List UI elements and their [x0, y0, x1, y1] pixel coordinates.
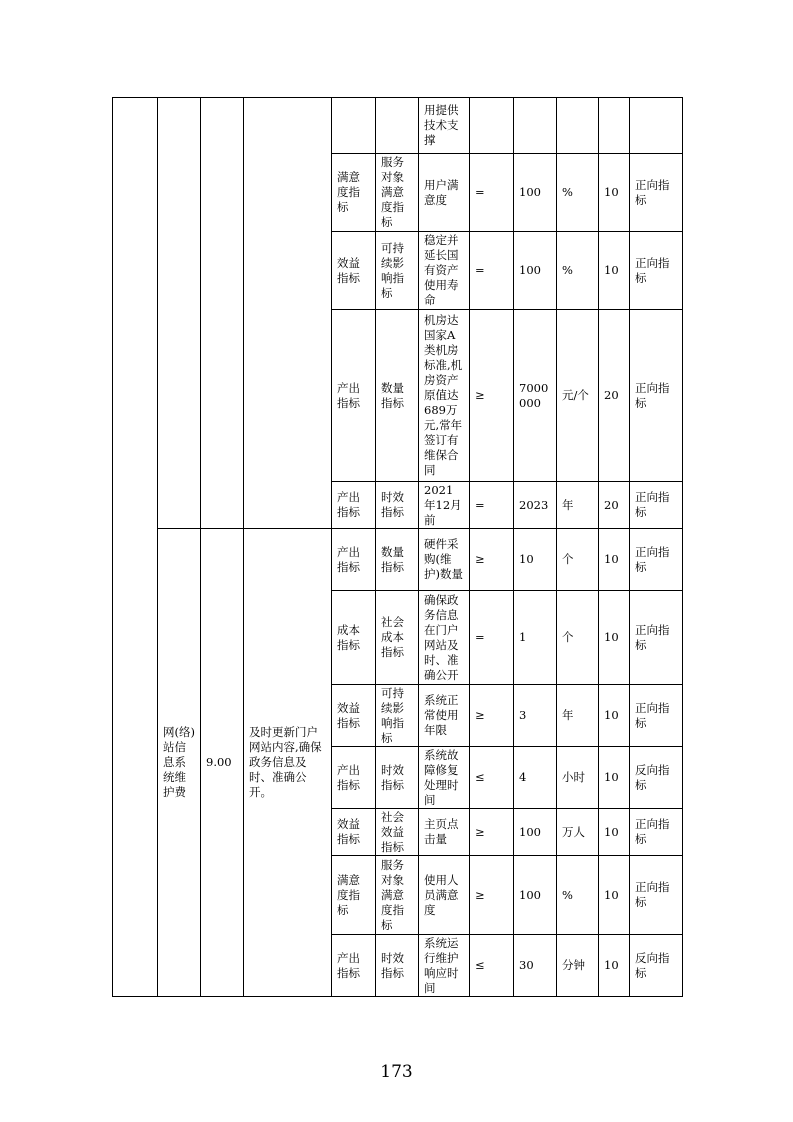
indicator-operator: =	[470, 154, 514, 232]
indicator-weight: 20	[599, 310, 630, 482]
indicator-direction: 正向指标	[630, 809, 683, 856]
indicator-direction: 反向指标	[630, 747, 683, 809]
indicator-category: 满意度指标	[332, 154, 376, 232]
indicator-category: 产出指标	[332, 482, 376, 529]
indicator-direction	[630, 98, 683, 154]
indicator-category	[332, 98, 376, 154]
indicator-operator: ≤	[470, 747, 514, 809]
indicator-value: 7000000	[514, 310, 557, 482]
indicator-operator: ≥	[470, 856, 514, 935]
indicator-operator	[470, 98, 514, 154]
table-row	[113, 98, 683, 154]
indicator-direction: 正向指标	[630, 310, 683, 482]
project-amount: 9.00	[201, 529, 244, 997]
indicator-direction: 反向指标	[630, 935, 683, 997]
indicator-unit: %	[557, 232, 599, 310]
indicator-category: 效益指标	[332, 232, 376, 310]
indicator-content: 系统正常使用年限	[419, 685, 470, 747]
indicator-weight: 10	[599, 685, 630, 747]
indicator-unit: 元/个	[557, 310, 599, 482]
indicator-unit: 分钟	[557, 935, 599, 997]
indicator-value: 100	[514, 154, 557, 232]
indicator-operator: =	[470, 482, 514, 529]
indicator-content: 系统运行维护响应时间	[419, 935, 470, 997]
indicator-weight: 10	[599, 529, 630, 591]
indicator-operator: =	[470, 232, 514, 310]
indicator-content: 用提供技术支撑	[419, 98, 470, 154]
indicator-weight: 10	[599, 154, 630, 232]
indicator-content: 确保政务信息在门户网站及时、准确公开	[419, 591, 470, 685]
indicator-content: 使用人员满意度	[419, 856, 470, 935]
indicator-value: 10	[514, 529, 557, 591]
indicator-type: 时效指标	[376, 935, 419, 997]
indicator-category: 效益指标	[332, 809, 376, 856]
indicator-operator: ≥	[470, 809, 514, 856]
indicator-type	[376, 98, 419, 154]
unit-cell-blank	[113, 98, 158, 997]
indicator-content: 硬件采购(维护)数量	[419, 529, 470, 591]
indicator-unit: 年	[557, 482, 599, 529]
project-name-cell-continued	[158, 98, 201, 529]
indicator-operator: ≥	[470, 529, 514, 591]
performance-indicator-table	[112, 97, 683, 997]
indicator-weight	[599, 98, 630, 154]
indicator-value: 3	[514, 685, 557, 747]
page-number: 173	[380, 1062, 413, 1082]
indicator-value: 2023	[514, 482, 557, 529]
indicator-unit: 年	[557, 685, 599, 747]
indicator-weight: 10	[599, 809, 630, 856]
indicator-type: 数量指标	[376, 529, 419, 591]
indicator-type: 社会成本指标	[376, 591, 419, 685]
indicator-category: 产出指标	[332, 747, 376, 809]
goal-cell-continued	[244, 98, 332, 529]
indicator-weight: 20	[599, 482, 630, 529]
indicator-operator: ≤	[470, 935, 514, 997]
indicator-value: 4	[514, 747, 557, 809]
indicator-type: 时效指标	[376, 482, 419, 529]
indicator-direction: 正向指标	[630, 856, 683, 935]
indicator-unit: %	[557, 154, 599, 232]
indicator-type: 可持续影响指标	[376, 232, 419, 310]
indicator-weight: 10	[599, 935, 630, 997]
indicator-content: 稳定并延长国有资产使用寿命	[419, 232, 470, 310]
indicator-operator: ≥	[470, 685, 514, 747]
indicator-unit: 万人	[557, 809, 599, 856]
indicator-weight: 10	[599, 591, 630, 685]
project-goal: 及时更新门户网站内容,确保政务信息及时、准确公开。	[244, 529, 332, 997]
table-row	[113, 529, 683, 591]
indicator-content: 机房达国家A类机房标准,机房资产原值达689万元,常年签订有维保合同	[419, 310, 470, 482]
project-name: 网(络)站信息系统维护费	[158, 529, 201, 997]
indicator-direction: 正向指标	[630, 154, 683, 232]
indicator-content: 主页点击量	[419, 809, 470, 856]
indicator-value: 30	[514, 935, 557, 997]
indicator-direction: 正向指标	[630, 482, 683, 529]
indicator-weight: 10	[599, 856, 630, 935]
indicator-type: 服务对象满意度指标	[376, 856, 419, 935]
indicator-value: 100	[514, 809, 557, 856]
indicator-content: 系统故障修复处理时间	[419, 747, 470, 809]
indicator-content: 2021年12月前	[419, 482, 470, 529]
indicator-value: 1	[514, 591, 557, 685]
indicator-weight: 10	[599, 232, 630, 310]
indicator-weight: 10	[599, 747, 630, 809]
indicator-direction: 正向指标	[630, 232, 683, 310]
indicator-category: 产出指标	[332, 529, 376, 591]
indicator-unit: %	[557, 856, 599, 935]
amount-cell-continued	[201, 98, 244, 529]
indicator-unit: 个	[557, 529, 599, 591]
indicator-type: 数量指标	[376, 310, 419, 482]
indicator-type: 可持续影响指标	[376, 685, 419, 747]
indicator-direction: 正向指标	[630, 685, 683, 747]
indicator-unit	[557, 98, 599, 154]
indicator-category: 产出指标	[332, 935, 376, 997]
indicator-category: 成本指标	[332, 591, 376, 685]
indicator-direction: 正向指标	[630, 591, 683, 685]
indicator-operator: =	[470, 591, 514, 685]
indicator-category: 效益指标	[332, 685, 376, 747]
indicator-unit: 小时	[557, 747, 599, 809]
indicator-content: 用户满意度	[419, 154, 470, 232]
indicator-operator: ≥	[470, 310, 514, 482]
indicator-category: 产出指标	[332, 310, 376, 482]
indicator-type: 服务对象满意度指标	[376, 154, 419, 232]
indicator-value	[514, 98, 557, 154]
indicator-type: 时效指标	[376, 747, 419, 809]
indicator-value: 100	[514, 856, 557, 935]
indicator-category: 满意度指标	[332, 856, 376, 935]
indicator-unit: 个	[557, 591, 599, 685]
indicator-type: 社会效益指标	[376, 809, 419, 856]
indicator-direction: 正向指标	[630, 529, 683, 591]
indicator-value: 100	[514, 232, 557, 310]
